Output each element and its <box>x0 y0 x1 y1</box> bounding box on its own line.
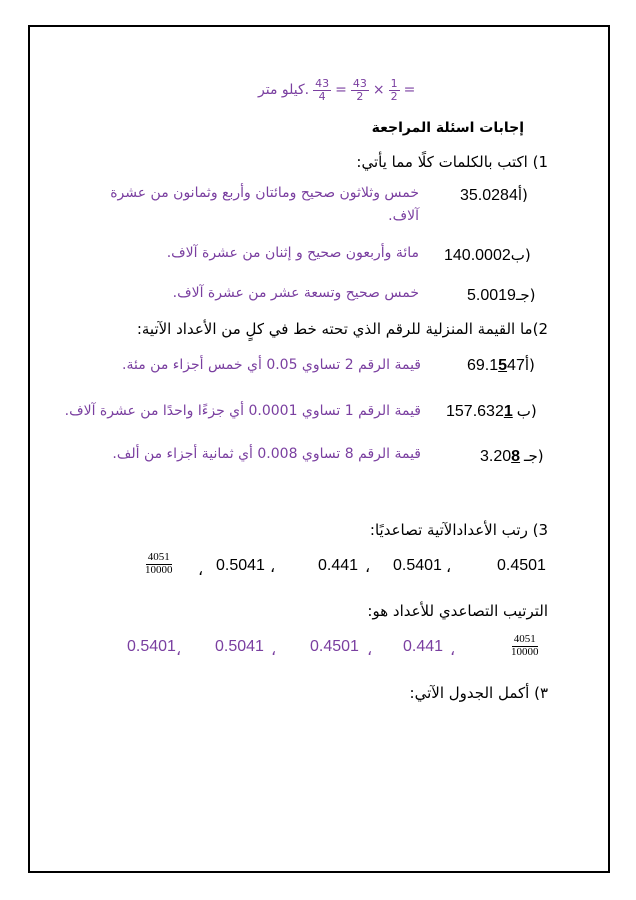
fraction-1-2: $\frac{1}{2}$ <box>390 77 398 103</box>
q2-item-b: 157.6321 ب) <box>446 402 537 420</box>
q2-item-a: 69.1547أ) <box>467 356 535 374</box>
q1-item-a: 35.0284أ) <box>460 186 528 204</box>
q1-prompt: 1) اكتب بالكلمات كلًا مما يأتي: <box>356 153 548 171</box>
q3-ordered-3: 0.5041 <box>215 638 264 655</box>
q3-ordered-1: 0.441 <box>403 638 444 655</box>
q3-order-prompt: الترتيب التصاعدي للأعداد هو: <box>367 602 548 620</box>
q4-prompt: ٣) أكمل الجدول الآتي: <box>409 684 548 702</box>
q2-item-c: 3.208 جـ) <box>480 447 544 465</box>
fraction-43-2: $\frac{43}{2}$ <box>352 77 367 103</box>
eq-label: كيلو متر. <box>258 82 310 99</box>
fraction-43-4: $\frac{43}{4}$ <box>315 77 330 103</box>
q3-value-1: 0.4501 <box>497 557 546 574</box>
q3-prompt: 3) رتب الأعدادالآتية تصاعديًا: <box>369 521 548 539</box>
q3-sep-2: ، <box>365 559 371 576</box>
q3-sep-3: ، <box>270 559 276 576</box>
q1-answer-c: خمس صحيح وتسعة عشر من عشرة آلاف. <box>172 285 419 301</box>
q2-prompt: 2)ما القيمة المنزلية للرقم الذي تحته خط في كلٍ من الأعداد الآتية: <box>136 320 548 338</box>
q3-ordered-4: 0.5401 <box>127 638 176 655</box>
q3-fraction: $\frac{4051}{10000}$ <box>145 551 173 576</box>
q3-ordered-sep-3: ، <box>271 642 277 659</box>
q3-ordered-2: 0.4501 <box>310 638 359 655</box>
q3-ordered-sep-4: ، <box>176 642 182 659</box>
page-title: إجابات اسئلة المراجعة <box>371 120 524 136</box>
q1-item-c: 5.0019جـ) <box>467 286 536 304</box>
q3-value-4: 0.5041 <box>216 557 265 574</box>
q3-value-3: 0.441 <box>318 557 359 574</box>
q1-item-b: 140.0002ب) <box>444 246 531 264</box>
q2-answer-b: قيمة الرقم 1 تساوي 0.0001 أي جزءًا واحدًا من عشرة آلاف. <box>64 403 421 419</box>
q3-ordered-sep-2: ، <box>367 642 373 659</box>
q3-sep-4: ، <box>198 562 204 579</box>
q3-ordered-sep-1: ، <box>450 642 456 659</box>
q3-value-2: 0.5401 <box>393 557 442 574</box>
q1-answer-b: مائة وأربعون صحيح و إثنان من عشرة آلاف. <box>166 245 419 261</box>
q1-answer-a-line2: آلاف. <box>388 208 419 224</box>
q1-answer-a-line1: خمس وثلاثون صحيح ومائتان وأربع وثمانون من عشرة <box>110 185 419 201</box>
q2-answer-c: قيمة الرقم 8 تساوي 0.008 أي ثمانية أجزاء من ألف. <box>112 446 421 462</box>
q2-answer-a: قيمة الرقم 2 تساوي 0.05 أي خمس أجزاء من مئة. <box>122 357 421 373</box>
q3-ordered-fraction: $\frac{4051}{10000}$ <box>511 633 539 658</box>
equation-line: كيلو متر. $\frac{43}{4}$ = $\frac{43}{2}$ × $\frac{1}{2}$ = <box>258 77 416 103</box>
q3-sep-1: ، <box>446 559 452 576</box>
